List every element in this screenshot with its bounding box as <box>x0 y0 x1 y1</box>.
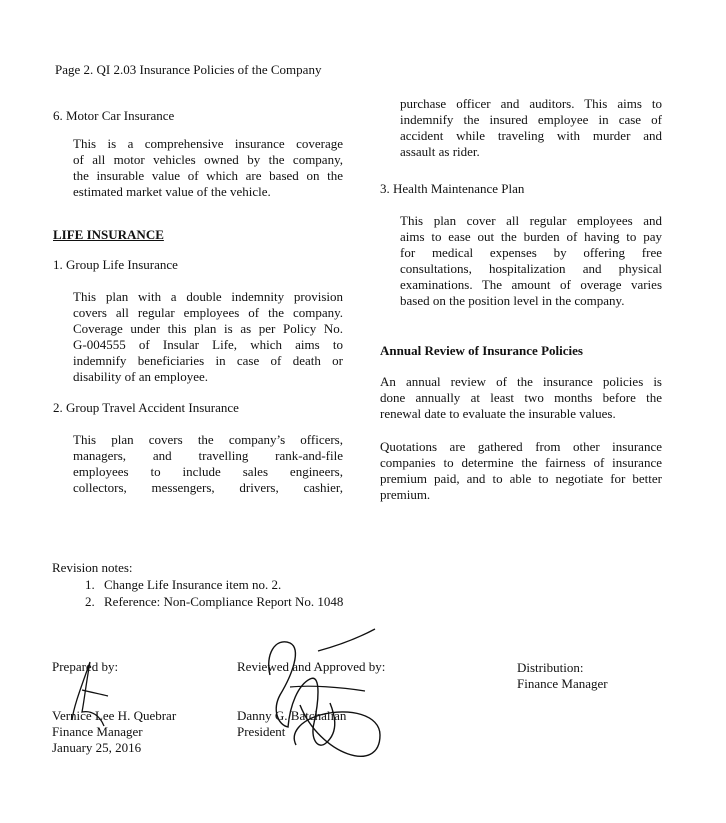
reviewer-name: Danny G. Batchalian <box>237 708 347 723</box>
text-line: indemnify the insured employee in case of <box>400 112 662 127</box>
text-line: premium. <box>380 487 431 502</box>
reviewed-by-label: Reviewed and Approved by: <box>237 659 386 674</box>
list-item: 1. Change Life Insurance item no. 2. <box>98 576 343 593</box>
prepared-date: January 25, 2016 <box>52 740 142 755</box>
text-line: collectors, messengers, drivers, cashier, <box>73 480 343 495</box>
life-insurance-heading: LIFE INSURANCE <box>53 227 164 242</box>
preparer-position: Finance Manager <box>52 724 143 739</box>
text-line: for medical expenses by offering free <box>400 245 662 260</box>
text-line: covers all regular employees of the company. <box>73 305 343 320</box>
text-line: accident while traveling with murder and <box>400 128 662 143</box>
text-line: employees to include sales engineers, <box>73 464 343 479</box>
text-line: premium paid, and to able to negotiate for better <box>380 471 662 486</box>
group-life-text <box>73 289 343 385</box>
text-line: aims to ease out the burden of having to pay <box>400 229 662 244</box>
text-line: done annually at least two months before the <box>380 390 662 405</box>
text-line: This plan with a double indemnity provision <box>73 289 343 304</box>
list-item: 2. Reference: Non-Compliance Report No. 1048 <box>98 593 343 610</box>
group-travel-title: 2. Group Travel Accident Insurance <box>53 400 239 415</box>
reviewer-signature-icon <box>230 615 410 785</box>
right-column <box>380 96 662 503</box>
page-header: Page 2. QI 2.03 Insurance Policies of the Company <box>55 62 322 77</box>
annual-review-text <box>380 374 662 422</box>
text-line: disability of an employee. <box>73 369 209 384</box>
text-line: based on the position level in the company. <box>400 293 625 308</box>
travel-continued-text <box>400 96 662 160</box>
text-line: of all motor vehicles owned by the company, <box>73 152 343 167</box>
text-line: assault as rider. <box>400 144 480 159</box>
text-line: the insurable value of which are based on the <box>73 168 343 183</box>
preparer-signature-icon <box>60 650 130 740</box>
text-line: Coverage under this plan is as per Policy No. <box>73 321 343 336</box>
left-column <box>53 108 343 496</box>
text-line: examinations. The amount of overage varies <box>400 277 662 292</box>
revision-list <box>52 576 343 610</box>
prepared-by-label: Prepared by: <box>52 659 119 674</box>
distribution-label: Distribution: <box>517 660 584 675</box>
text-line: renewal date to evaluate the insurable values. <box>380 406 616 421</box>
text-line: companies to determine the fairness of insurance <box>380 455 662 470</box>
text-line: managers, and travelling rank-and-file <box>73 448 343 463</box>
revision-notes-title: Revision notes: <box>52 560 133 575</box>
distribution-value: Finance Manager <box>517 676 608 691</box>
text-line: G-004555 of Insular Life, which aims to <box>73 337 343 352</box>
motor-car-title: 6. Motor Car Insurance <box>53 108 175 123</box>
annual-review-heading: Annual Review of Insurance Policies <box>380 343 583 358</box>
health-plan-title: 3. Health Maintenance Plan <box>380 181 525 196</box>
text-line: This is a comprehensive insurance coverage <box>73 136 343 151</box>
text-line: An annual review of the insurance policies is <box>380 374 662 389</box>
text-line: consultations, hospitalization and physical <box>400 261 662 276</box>
motor-car-text <box>73 136 343 200</box>
text-line: purchase officer and auditors. This aims to <box>400 96 662 111</box>
group-life-title: 1. Group Life Insurance <box>53 257 178 272</box>
text-line: This plan cover all regular employees and <box>400 213 662 228</box>
text-line: Quotations are gathered from other insurance <box>380 439 662 454</box>
distribution-block <box>517 660 608 692</box>
text-line: estimated market value of the vehicle. <box>73 184 271 199</box>
group-travel-text <box>73 432 343 496</box>
preparer-name: Vernice Lee H. Quebrar <box>52 708 177 723</box>
reviewer-position: President <box>237 724 286 739</box>
revision-notes <box>52 559 343 610</box>
health-plan-text <box>400 213 662 309</box>
text-line: indemnify beneficiaries in case of death or <box>73 353 343 368</box>
text-line: This plan covers the company’s officers, <box>73 432 343 447</box>
quotations-text <box>380 439 662 503</box>
